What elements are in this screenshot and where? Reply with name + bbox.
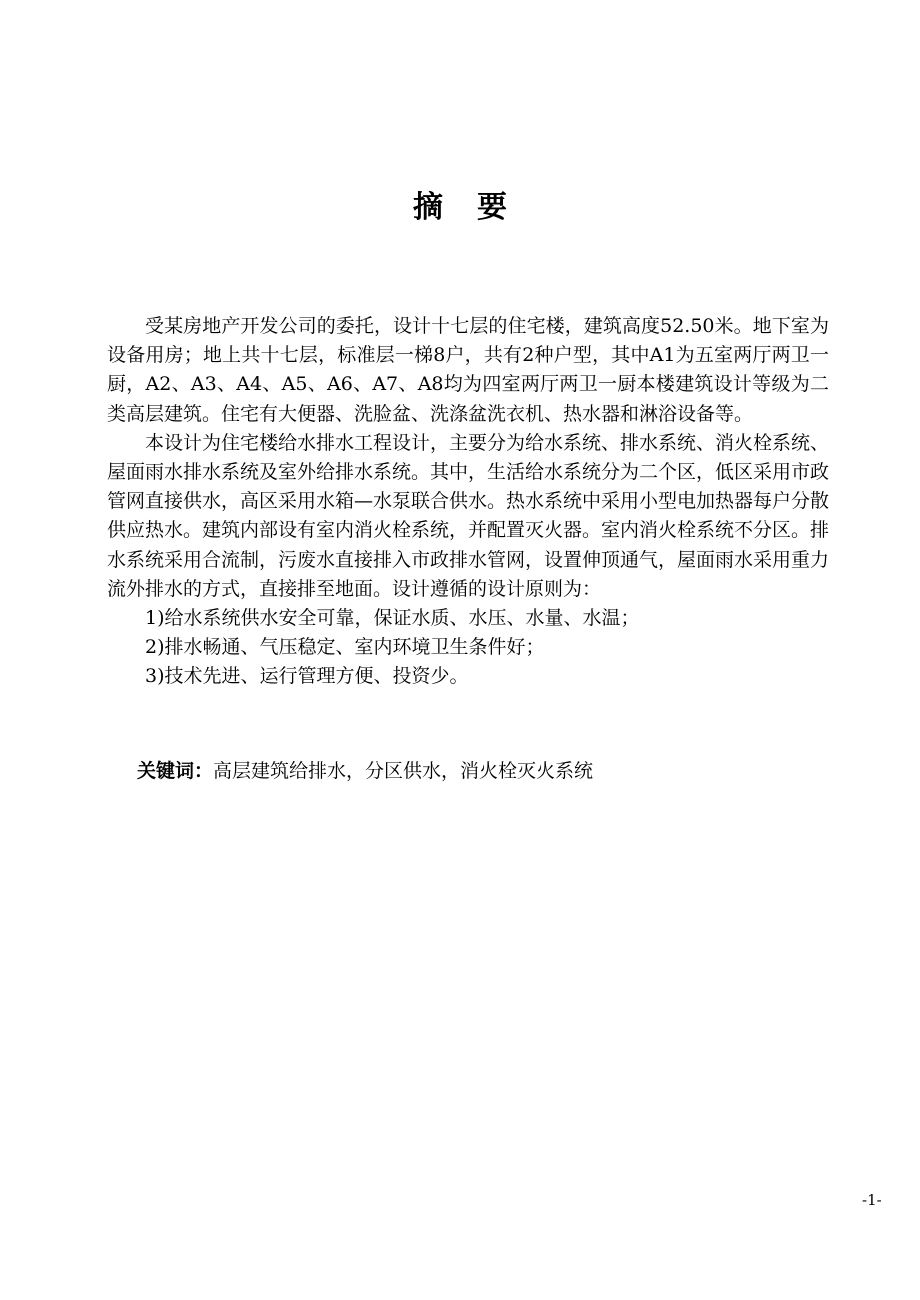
abstract-body bbox=[107, 312, 829, 692]
keywords-label: 关键词： bbox=[137, 760, 214, 782]
abstract-paragraph-1: 受某房地产开发公司的委托，设计十七层的住宅楼，建筑高度52.50米。地下室为设备用房；地上共十七层，标准层一梯8户，共有2种户型，其中A1为五室两厅两卫一厨，A2、A3、A4、A5、A6、A7、A8均为四室两厅两卫一厨本楼建筑设计等级为二类高层建筑。住宅有大便器、洗脸盆、洗涤盆洗衣机、热水器和淋浴设备等。 bbox=[107, 315, 829, 425]
page-number: -1- bbox=[862, 1191, 882, 1209]
abstract-title: 摘要 bbox=[413, 190, 541, 225]
design-principle-3: 3)技术先进、运行管理方便、投资少。 bbox=[145, 665, 469, 688]
abstract-paragraph-2: 本设计为住宅楼给水排水工程设计，主要分为给水系统、排水系统、消火栓系统、屋面雨水排水系统及室外给排水系统。其中，生活给水系统分为二个区，低区采用市政管网直接供水，高区采用水箱—水泵联合供水。热水系统中采用小型电加热器每户分散供应热水。建筑内部设有室内消火栓系统，并配置灭火器。室内消火栓系统不分区。排水系统采用合流制，污废水直接排入市政排水管网，设置伸顶通气，屋面雨水采用重力流外排水的方式，直接排至地面。设计遵循的设计原则为： bbox=[107, 431, 830, 600]
keywords-text: 高层建筑给排水，分区供水，消火栓灭火系统 bbox=[213, 760, 594, 782]
keywords-line bbox=[137, 757, 837, 786]
design-principle-2: 2)排水畅通、气压稳定、室内环境卫生条件好； bbox=[145, 636, 545, 659]
design-principle-1: 1)给水系统供水安全可靠，保证水质、水压、水量、水温； bbox=[145, 607, 640, 630]
